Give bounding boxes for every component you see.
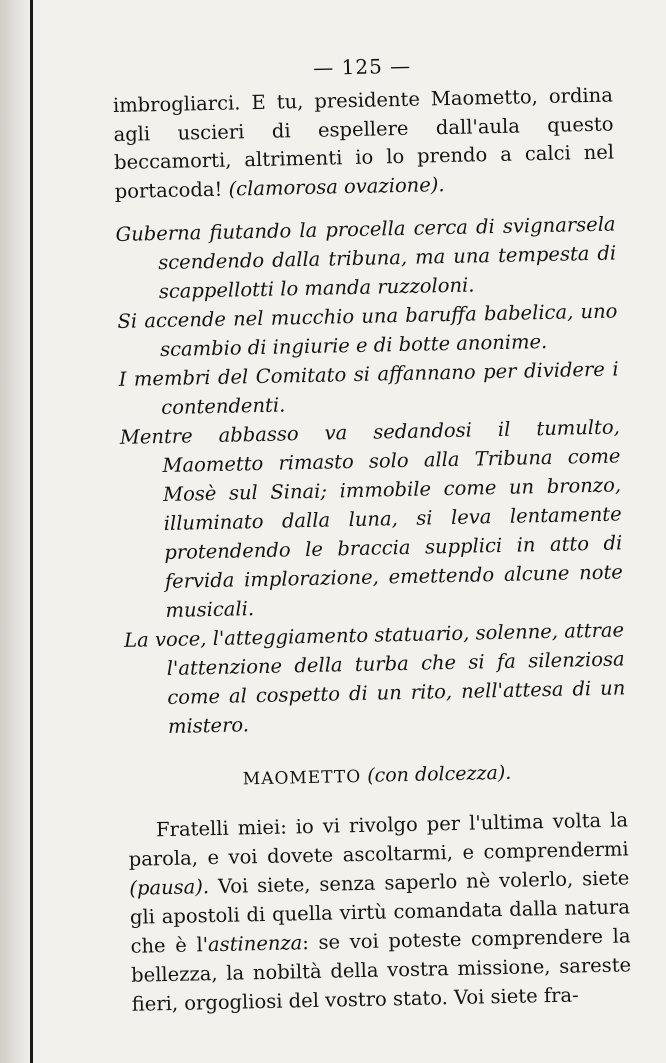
speech-part-2: Voi siete, senza saperlo nè volerlo, siete gli apostoli di quella virtù comandata dalla natura che è l' — [129, 866, 631, 958]
opening-dialogue — [113, 82, 615, 206]
binding-edge-line — [30, 0, 33, 1063]
stage-direction-4: Mentre abbasso va sedandosi il tumulto, Maometto rimasto solo alla Tribuna come Mosè sul Sinai; immobile come un bronzo, illuminato dalla luna, si leva lentamente protendendo le braccia supplici in atto di fervida implorazione, emettendo alcune note musicali. — [119, 415, 624, 622]
stage-direction-3: I membri del Comitato si affannano per dividere i contendenti. — [118, 357, 619, 420]
stage-direction-1: Guberna fiutando la procella cerca di svignarsela scendendo dalla tribuna, ma una tempesta di scappellotti lo manda ruzzoloni. — [115, 212, 617, 304]
speech-part-3: : se voi poteste comprendere la bellezza, la nobiltà della vostra missione, sareste fieri, orgogliosi del vostro stato. Voi siete fra- — [130, 924, 632, 1016]
speech-part-1: Fratelli miei: io vi rivolgo per l'ultima volta la parola, e voi dovete ascoltarmi, e comprendermi — [128, 808, 629, 871]
speaker-direction: (con dolcezza). — [366, 761, 512, 787]
page-number: — 125 — — [313, 53, 412, 80]
stage-direction-2: Si accende nel mucchio una baruffa babelica, uno scambio di ingiurie e di botte anonime. — [117, 299, 618, 362]
speaker-name: MAOMETTO — [242, 766, 362, 790]
opening-text: imbrogliarci. E tu, presidente Maometto, ordina agli uscieri di espellere dall'aula questo beccamorti, altrimenti io lo prendo a calci nel portacoda! — [112, 83, 615, 203]
opening-paragraph — [113, 82, 615, 206]
speech-virtue: astinenza — [207, 931, 303, 957]
binding-gutter — [0, 0, 34, 1063]
stage-direction-5: La voce, l'atteggiamento statuario, solenne, attrae l'attenzione della turba che si fa silenziosa come al cospetto di un rito, nell'attesa di un mistero. — [123, 618, 626, 738]
speech-pause: (pausa). — [129, 875, 210, 900]
stage-directions — [115, 209, 626, 741]
opening-direction: (clamorosa ovazione). — [228, 172, 445, 201]
speaker-heading — [127, 759, 627, 791]
book-page — [112, 50, 632, 1019]
speech-paragraph — [128, 805, 632, 1018]
